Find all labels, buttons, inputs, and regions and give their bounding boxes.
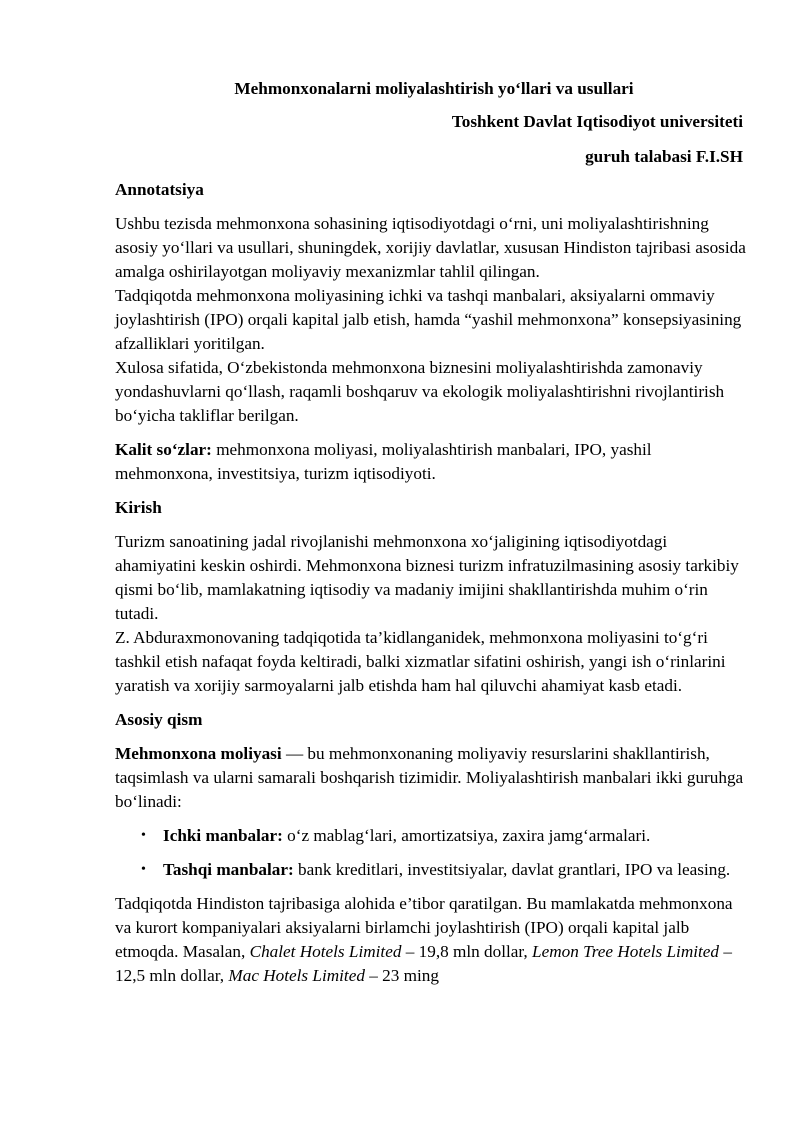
intro-heading: Kirish (115, 498, 162, 517)
document-body (115, 178, 747, 998)
document-title: Mehmonxonalarni moliyalashtirish yo‘llari va usullari (234, 79, 634, 98)
intro-paragraph-1: Turizm sanoatining jadal rivojlanishi mehmonxona xo‘jaligining iqtisodiyotdagi ahamiyatini keskin oshirdi. Mehmonxona biznesi turizm infratuzilmasining asosiy tarkibiy qismi bo‘lib, mamlakatning iqtisodiy va madaniy imijini shakllantirishda muhim o‘rin tutadi. (115, 532, 739, 623)
amount-chalet: – 19,8 mln dollar, (401, 942, 533, 961)
amount-mac: – 23 ming (364, 966, 439, 985)
funding-sources-list (115, 824, 747, 882)
annotation-heading: Annotatsiya (115, 180, 204, 199)
list-item (115, 858, 747, 882)
definition-paragraph (115, 742, 747, 814)
company-lemon-tree: Lemon Tree Hotels Limited (532, 942, 720, 961)
intro-paragraph-2: Z. Abduraxmonovaning tadqiqotida ta’kidlanganidek, mehmonxona moliyasini to‘g‘ri tashkil etish nafaqat foyda keltiradi, balki xizmatlar sifatini oshirish, yangi ish o‘rinlarini yaratish va xorijiy sarmoyalarni jalb etishda ham hal qiluvchi ahamiyat kasb etadi. (115, 628, 726, 695)
keywords-label: Kalit so‘zlar: (115, 440, 212, 459)
company-chalet: Chalet Hotels Limited (249, 942, 402, 961)
affiliation: Toshkent Davlat Iqtisodiyot universiteti (451, 112, 743, 131)
annotation-paragraph-1: Ushbu tezisda mehmonxona sohasining iqtisodiyotdagi o‘rni, uni moliyalashtirishning asosiy yo‘llari va usullari, shuningdek, xorijiy davlatlar, xususan Hindiston tajribasi asosida amalga oshirilayotgan moliyaviy mexanizmlar tahlil qilingan. (115, 214, 746, 281)
main-heading: Asosiy qism (115, 710, 203, 729)
list-item (115, 824, 747, 848)
keywords-text: mehmonxona moliyasi, moliyalashtirish manbalari, IPO, yashil mehmonxona, investitsiya, turizm iqtisodiyoti. (115, 440, 652, 483)
definition-term: Mehmonxona moliyasi (115, 744, 282, 763)
definition-text: — bu mehmonxonaning moliyaviy resurslarini shakllantirish, taqsimlash va ularni samarali boshqarish tizimidir. Moliyalashtirish manbalari ikki guruhga bo‘linadi: (115, 744, 744, 811)
list-item-label: Ichki manbalar: (163, 826, 283, 845)
author: guruh talabasi F.I.SH (585, 147, 743, 166)
list-item-text: bank kreditlari, investitsiyalar, davlat grantlari, IPO va leasing. (293, 860, 731, 879)
india-text: Tadqiqotda Hindiston tajribasiga alohida e’tibor qaratilgan. Bu mamlakatda mehmonxona va kurort kompaniyalari aksiyalarni birlamchi joylashtirish (IPO) orqali kapital jalb etmoqda. Masalan, (115, 894, 733, 961)
keywords-paragraph (115, 438, 747, 486)
annotation-paragraph-3: Xulosa sifatida, O‘zbekistonda mehmonxona biznesini moliyalashtirishda zamonaviy yondashuvlarni qo‘llash, raqamli boshqaruv va ekologik moliyalashtirishni rivojlantirish bo‘yicha takliflar berilgan. (115, 358, 725, 425)
india-paragraph (115, 892, 747, 988)
list-item-label: Tashqi manbalar: (163, 860, 294, 879)
company-mac: Mac Hotels Limited (228, 966, 365, 985)
amount-lemon-tree: – 12,5 mln dollar, (115, 942, 732, 985)
list-item-text: o‘z mablag‘lari, amortizatsiya, zaxira jamg‘armalari. (282, 826, 651, 845)
annotation-paragraph-2: Tadqiqotda mehmonxona moliyasining ichki va tashqi manbalari, aksiyalarni ommaviy joylashtirish (IPO) orqali kapital jalb etish, hamda “yashil mehmonxona” konsepsiyasining afzalliklari yoritilgan. (115, 286, 742, 353)
